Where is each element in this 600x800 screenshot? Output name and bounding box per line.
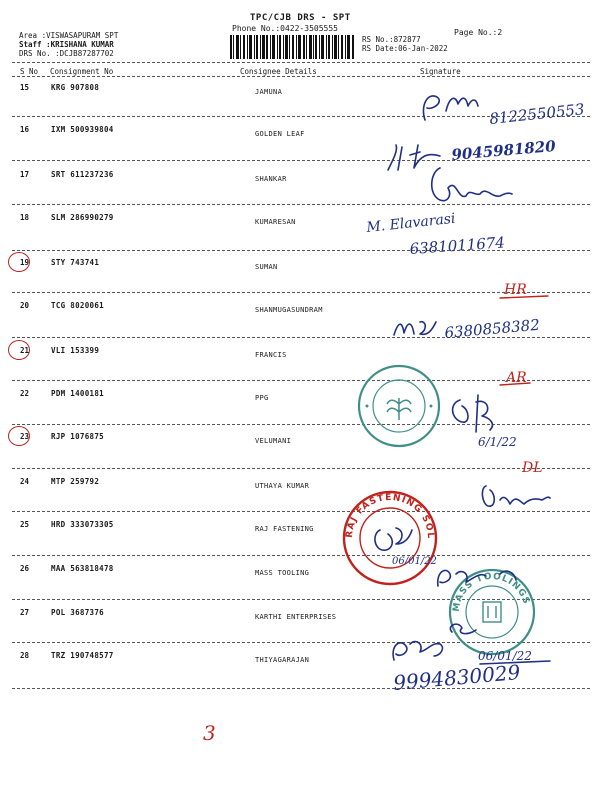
signature-date: 06/01/22 (478, 649, 532, 663)
page-number: Page No.:2 (454, 28, 503, 37)
signature-scribble (393, 642, 442, 660)
status-mark: DL (522, 460, 543, 476)
row-consignment: PDM 1400181 (51, 389, 104, 398)
row-consignment: MAA 563818478 (51, 564, 114, 573)
row-sno: 21 (20, 346, 30, 355)
row-sno: 22 (20, 389, 30, 398)
row-consignment: RJP 1076875 (51, 432, 104, 441)
row-consignment: KRG 907808 (51, 83, 100, 92)
row-consignment: HRD 333073305 (51, 520, 114, 529)
row-consignment: VLI 153399 (51, 346, 100, 355)
row-consignment: TCG 8020061 (51, 301, 104, 310)
page-mark: 3 (203, 721, 216, 745)
row-sno: 16 (20, 125, 30, 134)
signature-scribble (388, 145, 440, 170)
drs-number: DRS No. :DCJB87287702 (19, 49, 114, 58)
row-sno: 19 (20, 258, 30, 267)
row-consignee: GOLDEN LEAF (255, 130, 305, 138)
row-sno: 28 (20, 651, 30, 660)
rs-number: RS No.:872877 (362, 35, 421, 44)
column-sno: S No (20, 67, 39, 76)
stamp-text: RAJ FASTENING SOLUTIONS (344, 492, 436, 541)
row-sno: 15 (20, 83, 30, 92)
row-consignee: RAJ FASTENING (255, 525, 314, 533)
company-stamp (359, 366, 439, 446)
row-consignment: MTP 259792 (51, 477, 100, 486)
status-mark: AR (506, 370, 527, 386)
column-consignment: Consignment No (50, 67, 114, 76)
row-consignment: SLM 286990279 (51, 213, 114, 222)
row-consignee: FRANCIS (255, 351, 287, 359)
stamp-text: MASS TOOLINGS (451, 571, 532, 613)
rs-date: RS Date:06-Jan-2022 (362, 44, 448, 53)
svg-text:RAJ FASTENING SOLUTIONS (345, 493, 435, 541)
signature-date: 06/01/22 (392, 556, 437, 567)
sheet-title: TPC/CJB DRS - SPT (250, 13, 351, 23)
signature-phone: 6381011674 (409, 233, 506, 258)
signature-scribble (423, 96, 478, 120)
row-consignee: KUMARESAN (255, 218, 296, 226)
row-consignment: STY 743741 (51, 258, 100, 267)
row-sno: 20 (20, 301, 30, 310)
signature-phone: 9994830029 (392, 659, 522, 695)
signature-scribble (394, 322, 436, 335)
row-consignee: SHANKAR (255, 175, 287, 183)
row-consignee: MASS TOOLING (255, 569, 310, 577)
row-sno: 27 (20, 608, 30, 617)
row-consignee: JAMUNA (255, 88, 283, 96)
row-consignee: SUMAN (255, 263, 278, 271)
staff-label: Staff :KRISHANA KUMAR (19, 40, 114, 49)
column-signature: Signature (420, 67, 461, 76)
status-mark: HR (504, 282, 527, 298)
raj-fastening-stamp (344, 492, 436, 584)
row-consignee: UTHAYA KUMAR (255, 482, 310, 490)
signature-phone: 9045981820 (450, 136, 557, 164)
signature-name: M. Elavarasi (365, 210, 457, 236)
row-consignee: THIYAGARAJAN (255, 656, 310, 664)
signature-scribble (432, 168, 512, 201)
row-consignment: TRZ 190748577 (51, 651, 114, 660)
signature-scribble (375, 528, 412, 550)
row-consignee: SHANMUGASUNDRAM (255, 306, 323, 314)
column-consignee: Consignee Details (240, 67, 317, 76)
row-consignee: VELUMANI (255, 437, 292, 445)
row-sno: 18 (20, 213, 30, 222)
signature-scribble (453, 395, 493, 432)
mass-tooling-stamp (450, 570, 534, 654)
row-sno: 17 (20, 170, 30, 179)
signature-phone: 8122550553 (488, 100, 586, 128)
row-sno: 24 (20, 477, 30, 486)
row-sno: 26 (20, 564, 30, 573)
row-consignment: SRT 611237236 (51, 170, 114, 179)
phone-number: Phone No.:0422-3505555 (232, 24, 338, 33)
row-consignment: POL 3687376 (51, 608, 104, 617)
signature-date: 6/1/22 (478, 435, 517, 449)
row-sno: 23 (20, 432, 30, 441)
row-consignee: PPG (255, 394, 269, 402)
row-consignee: KARTHI ENTERPRISES (255, 613, 337, 621)
signature-phone: 6380858382 (443, 315, 541, 342)
signature-scribble (482, 486, 550, 506)
row-sno: 25 (20, 520, 30, 529)
row-consignment: IXM 500939804 (51, 125, 114, 134)
area-label: Area :VISWASAPURAM SPT (19, 31, 119, 40)
svg-text:MASS TOOLINGS (452, 572, 531, 613)
